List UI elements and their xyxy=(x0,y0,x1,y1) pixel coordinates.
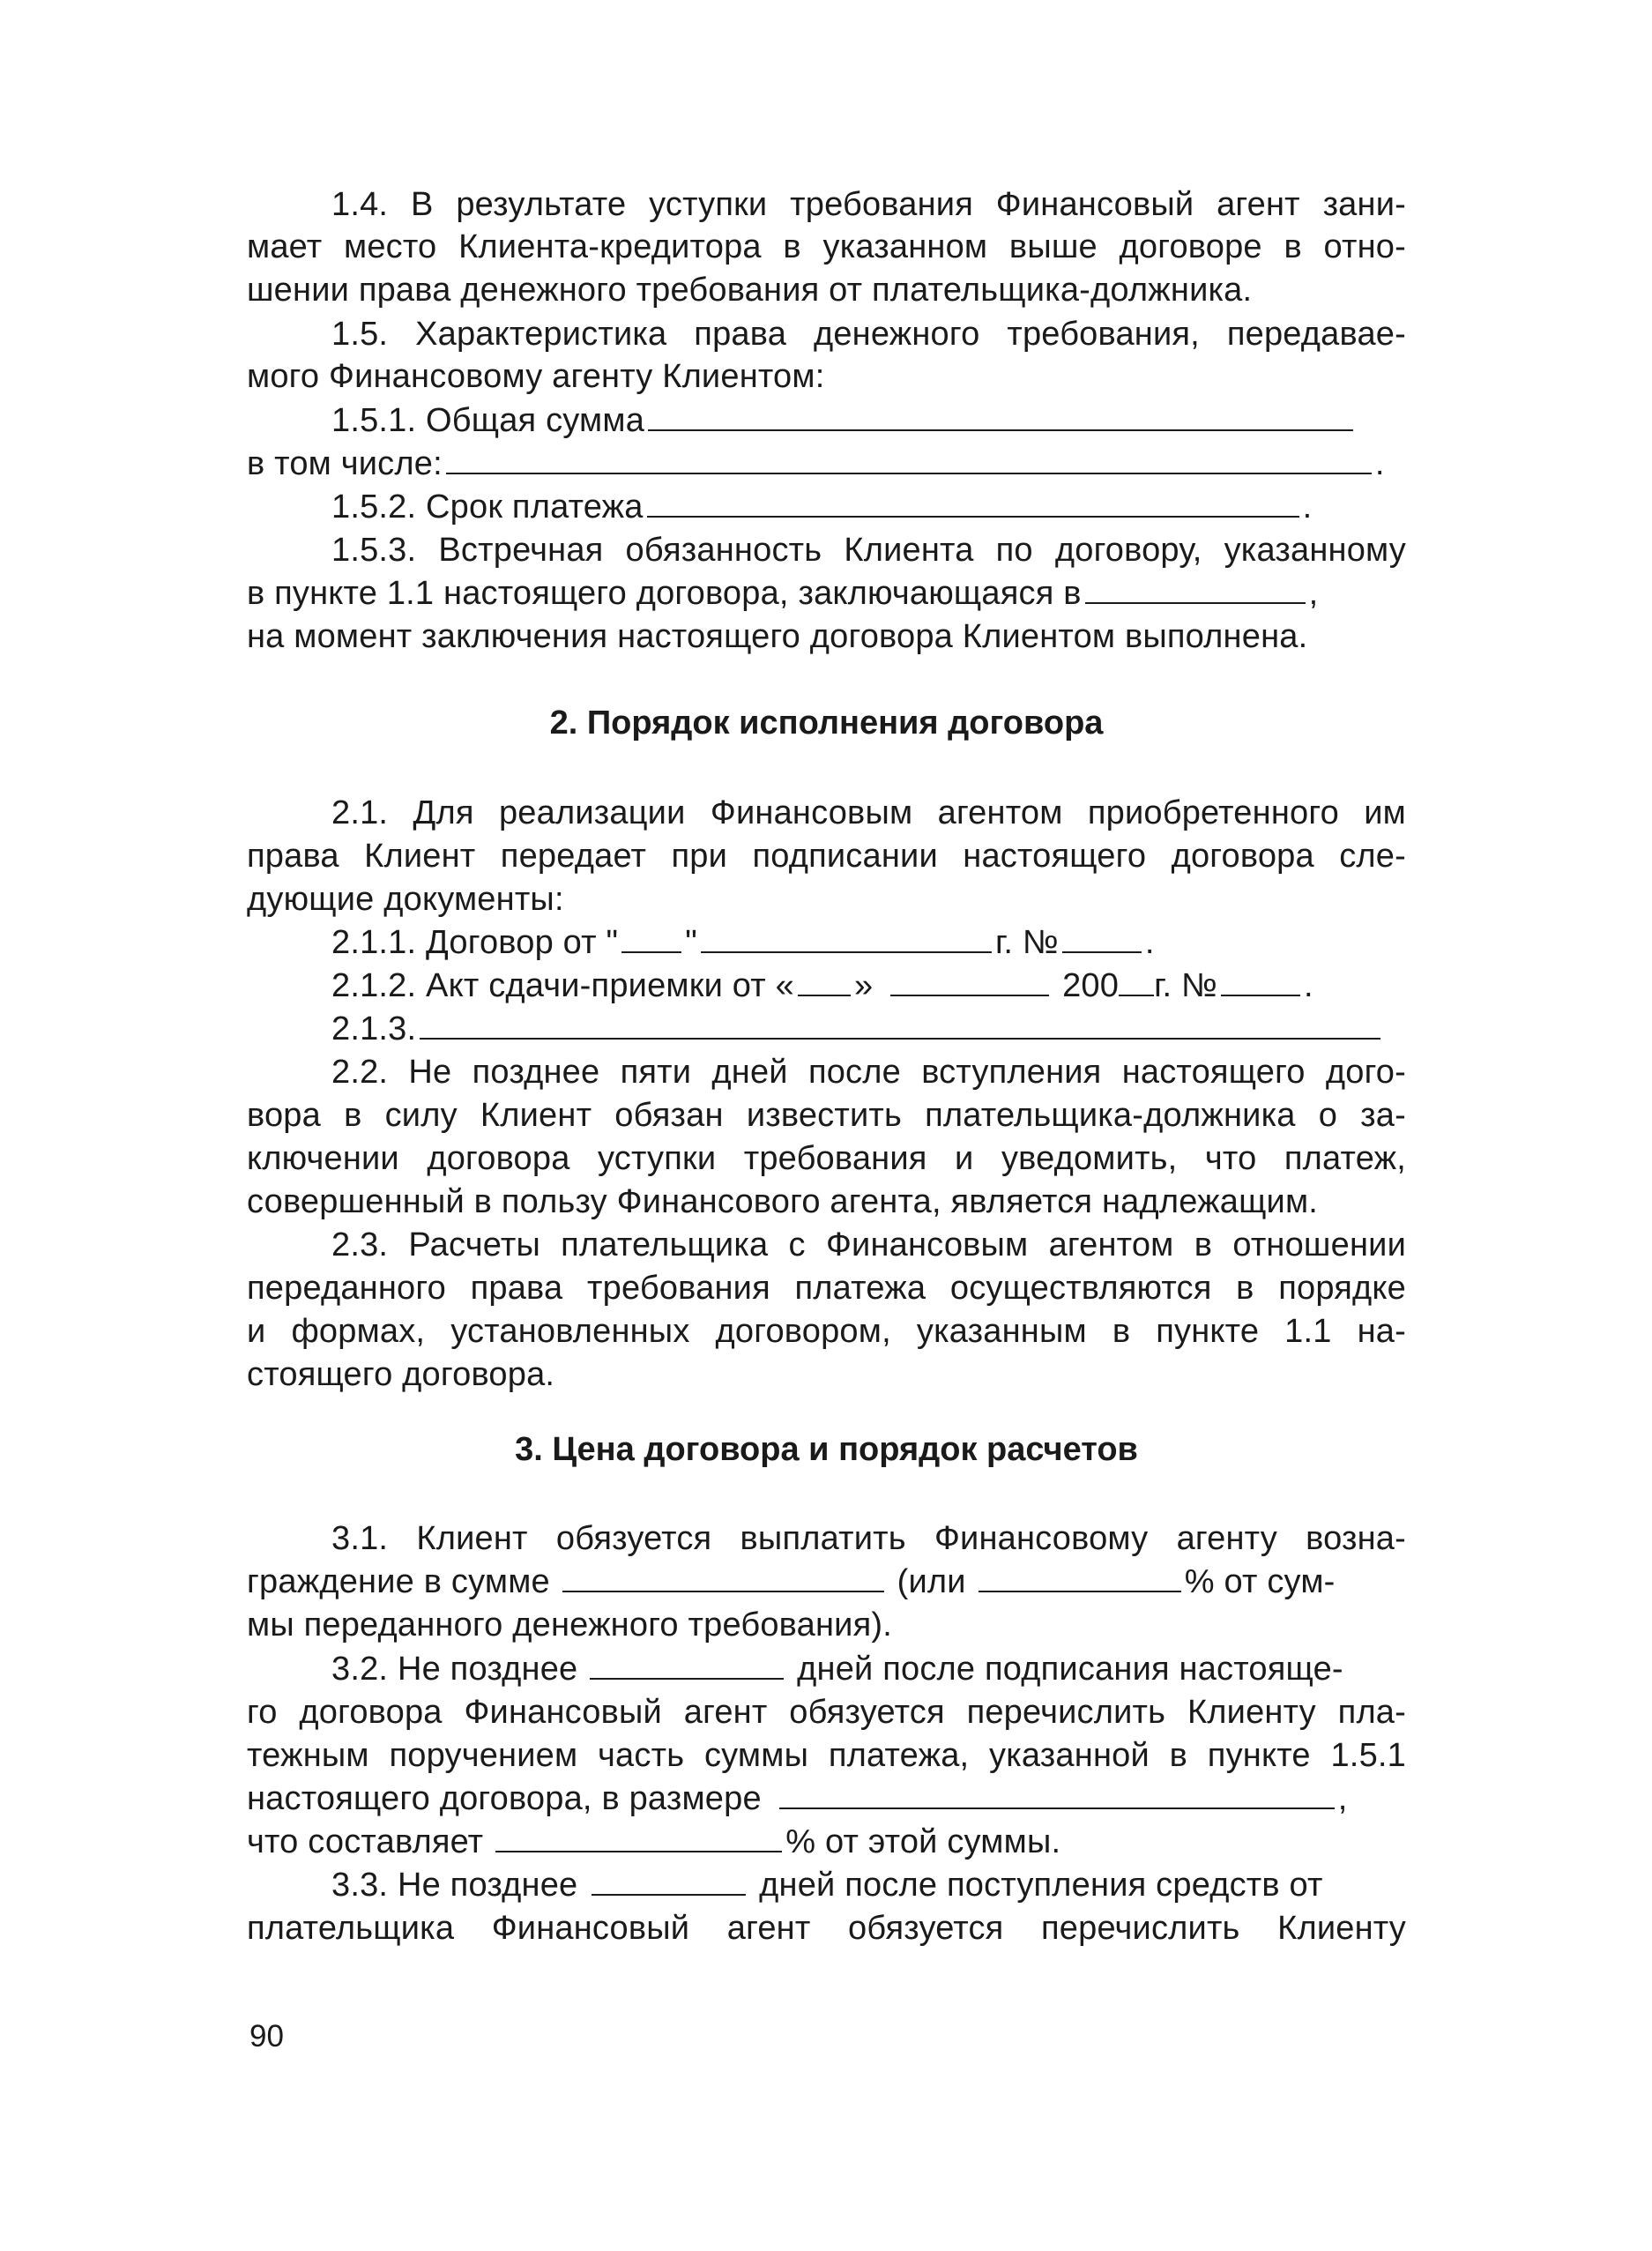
p3-2-share-blank xyxy=(495,1821,782,1852)
paragraph-2-3-line-4: стоящего договора. xyxy=(247,1356,555,1393)
act-year-blank xyxy=(1119,965,1154,996)
counter-obligation-blank xyxy=(1085,572,1306,604)
contract-quote-close: " xyxy=(685,924,697,961)
paragraph-1-4-line-3: шении права денежного требования от плательщика-должника. xyxy=(247,272,1253,309)
counter-obligation-label: в пункте 1.1 настоящего договора, заключающаяся в xyxy=(247,575,1082,612)
paragraph-1-5-1 xyxy=(331,399,1406,442)
total-sum-blank xyxy=(648,399,1353,431)
paragraph-1-5-3-line-1: 1.5.3. Встречная обязанность Клиента по договору, указанному xyxy=(331,532,1406,569)
paragraph-2-1-line-3: дующие документы: xyxy=(247,881,564,918)
p3-3-suffix: дней после поступления средств от xyxy=(759,1867,1323,1904)
p3-2-amount-label: настоящего договора, в размере xyxy=(247,1780,762,1817)
paragraph-3-2-line-4: настоящего договора, в размере , xyxy=(247,1778,1406,1820)
payment-term-blank xyxy=(647,486,1299,518)
p3-2-share-label: что составляет xyxy=(247,1823,484,1860)
section-3-heading: 3. Цена договора и порядок расчетов xyxy=(515,1431,1138,1468)
section-2-heading: 2. Порядок исполнения договора xyxy=(549,704,1104,742)
paragraph-1-5-2: 1.5.2. Срок платежа . xyxy=(331,486,1406,528)
contract-month-blank xyxy=(701,921,992,953)
contract-date-label: 2.1.1. Договор от " xyxy=(331,924,619,961)
act-year-prefix: 200 xyxy=(1062,967,1120,1004)
contract-number-blank xyxy=(1062,921,1142,953)
contract-year-number-label: г. № xyxy=(994,924,1059,961)
item-2-1-3-blank xyxy=(420,1008,1380,1040)
p3-2-prefix: 3.2. Не позднее xyxy=(331,1651,578,1688)
paragraph-3-2-line-1 xyxy=(331,1648,1406,1690)
paragraph-1-5-line-1: 1.5. Характеристика права денежного требования, передавае- xyxy=(331,316,1406,353)
paragraph-2-1-1: 2.1.1. Договор от " " г. № . xyxy=(331,921,1406,964)
paragraph-1-5-3-line-3: на момент заключения настоящего договора Клиентом выполнена. xyxy=(247,618,1308,655)
paragraph-3-2-line-5 xyxy=(247,1821,1406,1863)
paragraph-3-1-line-3: мы переданного денежного требования). xyxy=(247,1606,892,1644)
paragraph-2-1-line-2: права Клиент передает при подписании настоящего договора сле- xyxy=(247,838,1406,875)
including-blank xyxy=(446,443,1372,474)
paragraph-3-2-line-2: го договора Финансовый агент обязуется перечислить Клиенту пла- xyxy=(247,1694,1406,1731)
paragraph-2-1-2: 2.1.2. Акт сдачи-приемки от « » 200 г. № . xyxy=(331,965,1406,1007)
act-month-blank xyxy=(890,965,1049,996)
paragraph-2-3-line-2: переданного права требования платежа осуществляются в порядке xyxy=(247,1270,1406,1307)
act-number-label: г. № xyxy=(1154,967,1217,1004)
reward-sum-blank xyxy=(562,1561,884,1592)
p3-2-amount-blank xyxy=(779,1778,1335,1809)
payment-term-label: 1.5.2. Срок платежа xyxy=(331,488,644,525)
paragraph-1-5-line-2: мого Финансовому агенту Клиентом: xyxy=(247,358,825,395)
reward-percent-blank xyxy=(979,1561,1181,1592)
item-2-1-3-label: 2.1.3. xyxy=(331,1010,417,1047)
paragraph-2-2-line-4: совершенный в пользу Финансового агента, является надлежащим. xyxy=(247,1183,1319,1220)
paragraph-1-5-3-line-2: в пункте 1.1 настоящего договора, заключающаяся в , xyxy=(247,572,1406,615)
acceptance-act-label: 2.1.2. Акт сдачи-приемки от « xyxy=(331,967,794,1004)
paragraph-3-3-line-1 xyxy=(331,1864,1406,1906)
act-number-blank xyxy=(1221,965,1300,996)
p3-2-share-suffix: % от этой суммы. xyxy=(785,1823,1061,1860)
paragraph-2-2-line-3: ключении договора уступки требования и уведомить, что платеж, xyxy=(247,1140,1406,1177)
paragraph-1-4-line-2: мает место Клиента-кредитора в указанном выше договоре в отно- xyxy=(247,228,1406,265)
paragraph-1-4-line-1: 1.4. В результате уступки требования Финансовый агент зани- xyxy=(331,186,1406,223)
paragraph-2-2-line-2: вора в силу Клиент обязан известить плательщика-должника о за- xyxy=(247,1097,1406,1134)
paragraph-2-2-line-1: 2.2. Не позднее пяти дней после вступления настоящего дого- xyxy=(331,1054,1406,1091)
act-quote-close: » xyxy=(853,967,874,1004)
reward-sum-label: граждение в сумме xyxy=(247,1563,550,1600)
paragraph-3-2-line-3: тежным поручением часть суммы платежа, указанной в пункте 1.5.1 xyxy=(247,1737,1406,1774)
reward-or-label: (или xyxy=(897,1563,966,1600)
p3-3-prefix: 3.3. Не позднее xyxy=(331,1867,578,1904)
including-line: в том числе: . xyxy=(247,443,1406,485)
p3-3-days-blank xyxy=(592,1864,746,1896)
paragraph-2-3-line-1: 2.3. Расчеты плательщика с Финансовым агентом в отношении xyxy=(331,1226,1406,1263)
total-sum-label: 1.5.1. Общая сумма xyxy=(331,402,645,439)
paragraph-3-1-line-1: 3.1. Клиент обязуется выплатить Финансовому агенту возна- xyxy=(331,1520,1406,1557)
act-day-blank xyxy=(798,965,851,996)
reward-percent-label: % от сум- xyxy=(1184,1563,1336,1600)
p3-2-days-blank xyxy=(590,1648,784,1680)
including-label: в том числе: xyxy=(247,445,443,482)
paragraph-3-1-line-2 xyxy=(247,1561,1406,1603)
p3-2-suffix: дней после подписания настояще- xyxy=(797,1651,1343,1688)
paragraph-2-1-line-1: 2.1. Для реализации Финансовым агентом приобретенного им xyxy=(331,794,1406,831)
paragraph-2-3-line-3: и формах, установленных договором, указанным в пункте 1.1 на- xyxy=(247,1313,1406,1350)
contract-day-blank xyxy=(621,921,681,953)
paragraph-3-3-line-2: плательщика Финансовый агент обязуется перечислить Клиенту xyxy=(247,1910,1406,1947)
paragraph-2-1-3 xyxy=(331,1008,1406,1050)
page-number: 90 xyxy=(249,2019,284,2053)
